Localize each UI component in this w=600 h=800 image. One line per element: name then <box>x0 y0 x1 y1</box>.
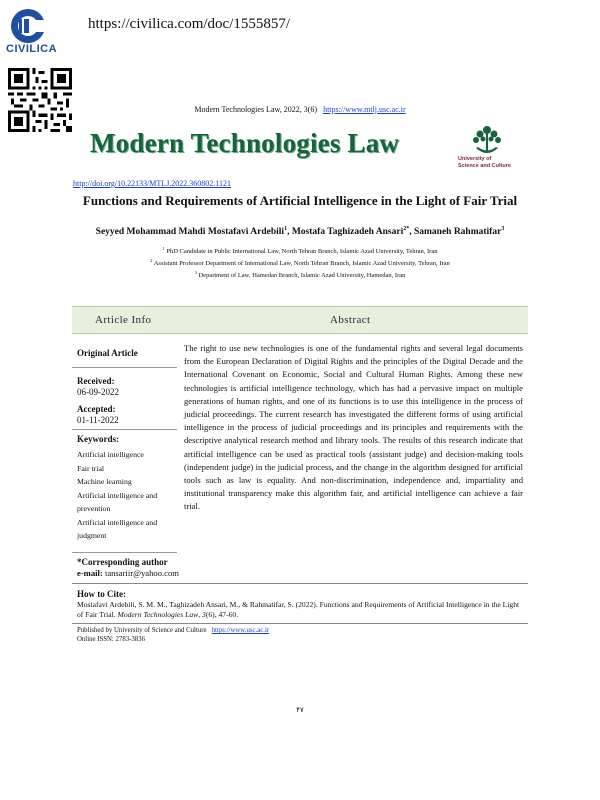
affiliation-text: Department of Law, Hamedan Branch, Islamic Azad University, Hamedan, Iran <box>196 272 406 280</box>
affiliation <box>0 246 600 255</box>
source-url[interactable]: https://civilica.com/doc/1555857/ <box>88 16 291 32</box>
journal-citation: Modern Technologies Law, 2022, 3(6) <box>194 105 318 114</box>
page-number: ۴۷ <box>296 706 304 714</box>
keyword-item: Artificial intelligence and <box>77 517 158 527</box>
publisher-link[interactable]: https://www.usc.ac.ir <box>211 627 270 634</box>
keyword-item: Artificial intelligence and <box>77 490 158 500</box>
divider <box>72 367 177 368</box>
citation-part: (6), 47-60. <box>205 610 239 619</box>
section-header-band <box>72 306 528 334</box>
doi-link[interactable]: http://doi.org/10.22133/MTLJ.2022.360802.1121 <box>73 179 232 188</box>
article-info-heading: Article Info <box>95 314 152 326</box>
paper-title: Functions and Requirements of Artificial Intelligence in the Light of Fair Trial <box>82 193 518 208</box>
citation-part: , <box>198 610 203 619</box>
article-type: Original Article <box>77 348 138 358</box>
keywords-label: Keywords: <box>77 434 119 444</box>
keyword-list <box>77 448 177 543</box>
author-separator: , <box>287 227 292 238</box>
author-separator: , <box>409 227 414 238</box>
citation-part: Mostafavi Ardebili, S. M. M., Taghizadeh Ansari, M., & Rahmatifar, S. (2022). Functions and Requirements of Artificial Intelligence in the Light of Fair Trial. <box>77 600 520 619</box>
keyword-item: Artificial intelligence <box>77 450 144 459</box>
civilica-label: CIVILICA <box>6 43 58 55</box>
affiliation <box>0 258 600 267</box>
affiliation-text: PhD Candidate in Public International Law, North Tehran Branch, Islamic Azad University, Tehran, Iran <box>164 248 438 256</box>
publisher-line <box>77 627 269 634</box>
university-name-line2: Science and Culture <box>458 162 511 169</box>
corresponding-author-label: *Corresponding author <box>77 557 168 567</box>
accepted-label: Accepted: <box>77 404 116 414</box>
journal-brand-title: Modern Technologies Law <box>90 128 400 158</box>
divider <box>72 583 528 584</box>
author-sup: 1 <box>284 226 288 232</box>
citation-journal: Modern Technologies Law <box>117 610 199 619</box>
received-date: 06-09-2022 <box>77 387 119 397</box>
citation-volume: 3 <box>202 610 206 619</box>
received-label: Received: <box>77 376 115 386</box>
issn: Online ISSN: 2783-3836 <box>77 636 145 643</box>
divider <box>72 623 528 624</box>
email-address[interactable]: tansariir@yahoo.com <box>104 568 179 578</box>
keyword-item: Fair trial <box>77 463 105 473</box>
keyword-item: prevention <box>77 504 111 513</box>
keyword-item: judgment <box>77 531 107 540</box>
author-name: Samaneh Rahmatifar <box>413 227 502 238</box>
publisher-text: Published by University of Science and Culture <box>77 627 207 634</box>
affiliation-text: Assistant Professor Department of International Law, North Tehran Branch, Islamic Azad University, Tehran, Iran <box>152 260 450 268</box>
accepted-date: 01-11-2022 <box>77 415 119 425</box>
journal-citation-line <box>0 105 600 114</box>
keyword-item: Machine learning <box>77 477 132 486</box>
author-list <box>0 226 600 237</box>
author-name: Seyyed Mohammad Mahdi Mostafavi Ardebili <box>95 227 285 238</box>
email-label: e-mail: <box>77 568 103 578</box>
qr-code-icon <box>8 68 72 132</box>
how-to-cite-heading: How to Cite: <box>77 589 126 599</box>
affiliation-sup: 3 <box>194 270 197 275</box>
journal-site-link[interactable]: https://www.mtlj.usc.ac.ir <box>323 105 406 114</box>
abstract-heading: Abstract <box>330 314 371 326</box>
author-sup: 2* <box>403 226 410 232</box>
citation-text <box>77 600 525 620</box>
affiliation-sup: 2 <box>150 258 153 263</box>
university-name-line1: University of <box>458 156 492 162</box>
divider <box>72 552 177 553</box>
affiliation <box>0 270 600 279</box>
author-name: Mostafa Taghizadeh Ansari <box>291 227 404 238</box>
author-sup: 3 <box>501 226 505 232</box>
university-logo-icon <box>462 122 512 158</box>
university-name <box>458 156 518 169</box>
affiliation-sup: 1 <box>162 246 165 251</box>
abstract-text: The right to use new technologies is one of the fundamental rights and several legal documents from the European Declaration of Digital Rights and the principles of the Digital Decade and the International Covenant on Economic, Social and Cultural Human Rights. Among these new technologies is artificial intelligence technology, which has had a pervasive impact on multiple generations of human rights, and one of its functions is to use this intelligence in the process of judicial proceedings. The current research has investigated the different forms of using artificial intelligence in the process of judicial proceedings and its principles and requirements with the descriptive analytical research method and library tools. The results of this research indicate that artificial intelligence can be used as practical tools (assistant judge) and decision-making tools (independent judge) in the judicial process, and the change in the algorithm designed for artificial tools such as law is equality. And non-discrimination, independence and, impartiality and institutional transparency make this algorithm fair, and artificial intelligence can achieve a fair trial. <box>184 343 523 512</box>
divider <box>72 429 177 430</box>
email-line <box>77 568 179 578</box>
